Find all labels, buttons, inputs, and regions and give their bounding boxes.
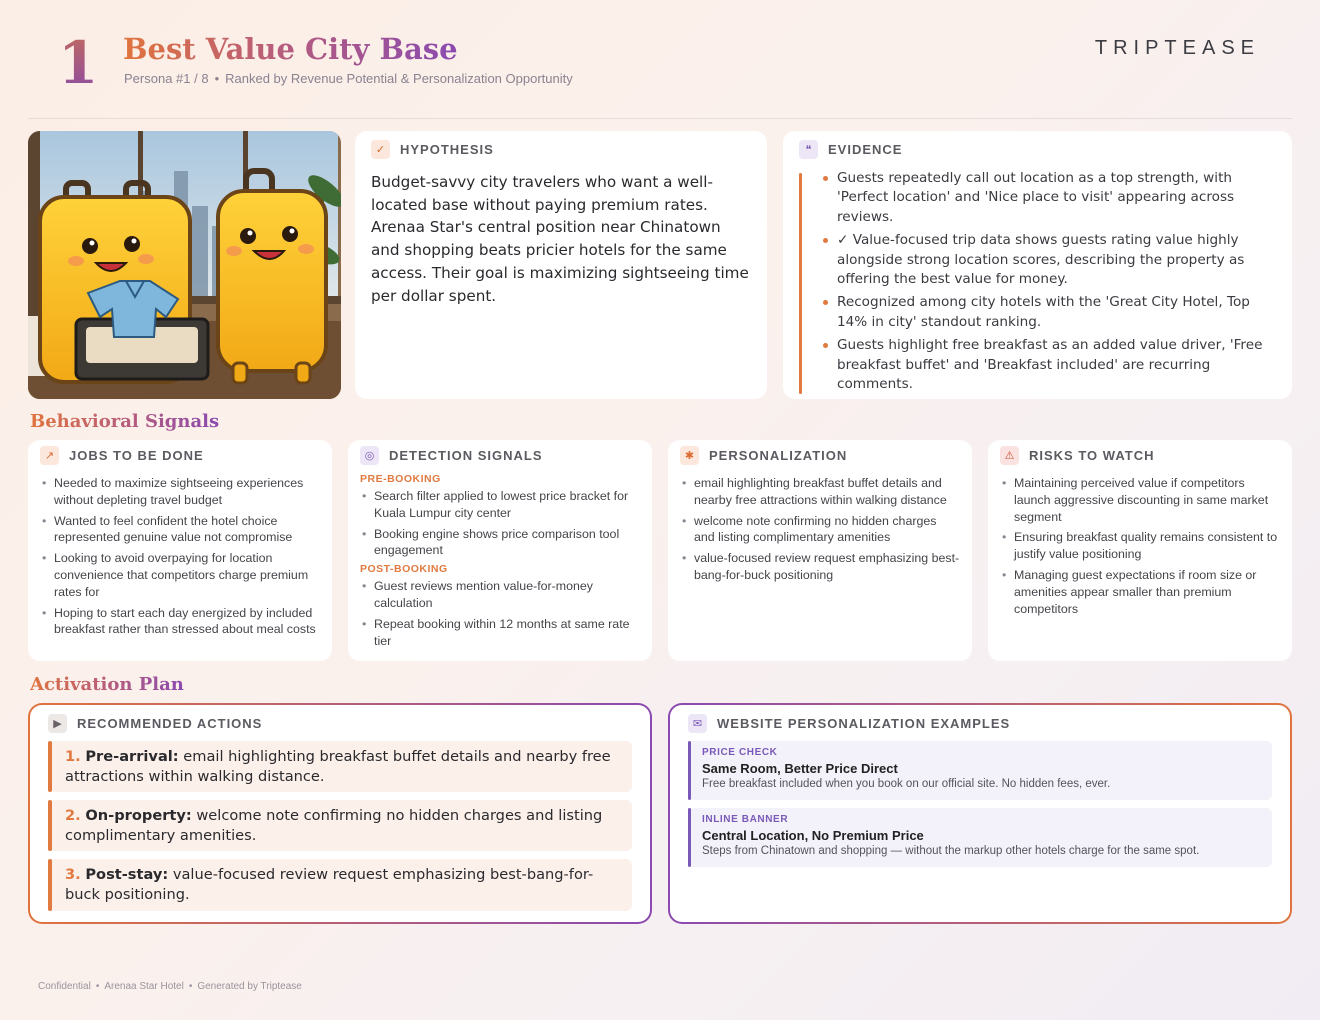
action-item bbox=[48, 859, 632, 910]
play-icon: ▶ bbox=[48, 714, 67, 733]
sparkle-icon: ✱ bbox=[680, 446, 699, 465]
brand-logo: TRIPTEASE bbox=[1094, 37, 1260, 59]
list-item: • Repeat booking within 12 months at same rate tier bbox=[360, 616, 640, 650]
persona-illustration bbox=[28, 131, 341, 399]
mail-icon: ✉ bbox=[688, 714, 707, 733]
action-number: 3. bbox=[65, 866, 81, 884]
action-item bbox=[48, 741, 632, 792]
quote-icon: ❝ bbox=[799, 140, 818, 159]
website-example bbox=[688, 808, 1272, 867]
evidence-item: Guests highlight free breakfast as an added value driver, 'Free breakfast buffet' and 'Breakfast included' are recurring comments. bbox=[823, 336, 1276, 394]
list-item: • Managing guest expectations if room size or amenities appear smaller than premium competitors bbox=[1000, 567, 1280, 617]
pre-booking-label: PRE-BOOKING bbox=[360, 473, 441, 485]
list-item: • Search filter applied to lowest price bracket for Kuala Lumpur city center bbox=[360, 488, 640, 522]
footer-generated: Generated by Triptease bbox=[197, 981, 302, 992]
header-divider bbox=[28, 118, 1292, 119]
evidence-item: Guests repeatedly call out location as a top strength, with 'Perfect location' and 'Nice place to visit' appearing across reviews. bbox=[823, 169, 1276, 227]
action-text: welcome note confirming no hidden charges and listing complimentary amenities. bbox=[65, 807, 603, 844]
list-item: • Ensuring breakfast quality remains consistent to justify value positioning bbox=[1000, 529, 1280, 563]
example-title: Same Room, Better Price Direct bbox=[702, 761, 898, 776]
persona-index: Persona #1 / 8 bbox=[124, 71, 209, 86]
list-item: • Booking engine shows price comparison tool engagement bbox=[360, 526, 640, 560]
target-icon: ◎ bbox=[360, 446, 379, 465]
evidence-card bbox=[783, 131, 1292, 399]
actions-label: RECOMMENDED ACTIONS bbox=[77, 716, 263, 731]
list-item: • Looking to avoid overpaying for location convenience that competitors charge premium rates for bbox=[40, 550, 320, 600]
example-text: Steps from Chinatown and shopping — without the markup other hotels charge for the same spot. bbox=[702, 845, 1200, 857]
activation-plan-heading: Activation Plan bbox=[30, 674, 184, 695]
website-personalization-card bbox=[668, 703, 1292, 924]
arrow-up-right-icon: ↗ bbox=[40, 446, 59, 465]
persona-number: 1 bbox=[58, 29, 99, 97]
action-stage: Post-stay: bbox=[85, 866, 169, 884]
detection-label: DETECTION SIGNALS bbox=[389, 448, 543, 463]
page-title: Best Value City Base bbox=[123, 32, 458, 66]
example-tag: INLINE BANNER bbox=[702, 814, 789, 825]
personalization-label: PERSONALIZATION bbox=[709, 448, 848, 463]
action-number: 1. bbox=[65, 748, 81, 765]
action-stage: On-property: bbox=[85, 807, 192, 825]
post-booking-label: POST-BOOKING bbox=[360, 563, 448, 576]
example-title: Central Location, No Premium Price bbox=[702, 828, 924, 843]
action-number: 2. bbox=[65, 807, 81, 825]
page-subtitle: Persona #1 / 8 • Ranked by Revenue Potential & Personalization Opportunity bbox=[124, 71, 573, 86]
warning-icon: ⚠ bbox=[1000, 446, 1019, 465]
website-label: WEBSITE PERSONALIZATION EXAMPLES bbox=[717, 716, 1011, 731]
ranking-note: Ranked by Revenue Potential & Personalization Opportunity bbox=[225, 71, 573, 86]
list-item: • welcome note confirming no hidden charges and listing complimentary amenities bbox=[680, 513, 960, 547]
action-text: value-focused review request emphasizing best-bang-for-buck positioning. bbox=[65, 866, 594, 903]
behavioral-signals-heading: Behavioral Signals bbox=[30, 411, 220, 432]
risks-label: RISKS TO WATCH bbox=[1029, 448, 1155, 463]
list-item: • Guest reviews mention value-for-money calculation bbox=[360, 578, 640, 612]
footer-confidential: Confidential bbox=[38, 981, 91, 992]
hypothesis-text: Budget-savvy city travelers who want a well-located base without paying premium rates. Arenaa Star's central position near Chinatown and shopping beats pricier hotels for the same access. Their goal is maximizing sightseeing time per dollar spent. bbox=[371, 173, 749, 305]
list-item: • email highlighting breakfast buffet details and nearby free attractions within walking distance bbox=[680, 475, 960, 509]
evidence-label: EVIDENCE bbox=[828, 142, 903, 157]
check-icon: ✓ bbox=[371, 140, 390, 159]
list-item: • Hoping to start each day energized by included breakfast rather than stressed about meal costs bbox=[40, 605, 320, 639]
risks-card bbox=[988, 440, 1292, 661]
example-tag: PRICE CHECK bbox=[702, 747, 778, 758]
evidence-item: ✓ Value-focused trip data shows guests rating value highly alongside strong location scores, describing the property as offering the best value for money. bbox=[823, 231, 1276, 289]
website-example bbox=[688, 741, 1272, 800]
example-text: Free breakfast included when you book on our official site. No hidden fees, ever. bbox=[702, 778, 1111, 790]
evidence-item: Recognized among city hotels with the 'Great City Hotel, Top 14% in city' standout ranking. bbox=[823, 293, 1276, 332]
action-item bbox=[48, 800, 632, 851]
personalization-card bbox=[668, 440, 972, 661]
detection-signals-card bbox=[348, 440, 652, 661]
footer-hotel: Arenaa Star Hotel bbox=[104, 981, 184, 992]
hypothesis-label: HYPOTHESIS bbox=[400, 142, 494, 157]
action-stage: Pre-arrival: bbox=[85, 748, 179, 765]
jobs-to-be-done-card bbox=[28, 440, 332, 661]
action-text: email highlighting breakfast buffet details and nearby free attractions within walking distance. bbox=[65, 748, 611, 785]
list-item: • Maintaining perceived value if competitors launch aggressive discounting in same market segment bbox=[1000, 475, 1280, 525]
recommended-actions-card bbox=[28, 703, 652, 924]
page-footer: Confidential • Arenaa Star Hotel • Generated by Triptease bbox=[38, 981, 302, 992]
jobs-label: JOBS TO BE DONE bbox=[69, 448, 204, 463]
list-item: • Needed to maximize sightseeing experiences without depleting travel budget bbox=[40, 475, 320, 509]
hypothesis-card bbox=[355, 131, 767, 399]
list-item: • Wanted to feel confident the hotel choice represented genuine value not compromise bbox=[40, 513, 320, 547]
list-item: • value-focused review request emphasizing best-bang-for-buck positioning bbox=[680, 550, 960, 584]
